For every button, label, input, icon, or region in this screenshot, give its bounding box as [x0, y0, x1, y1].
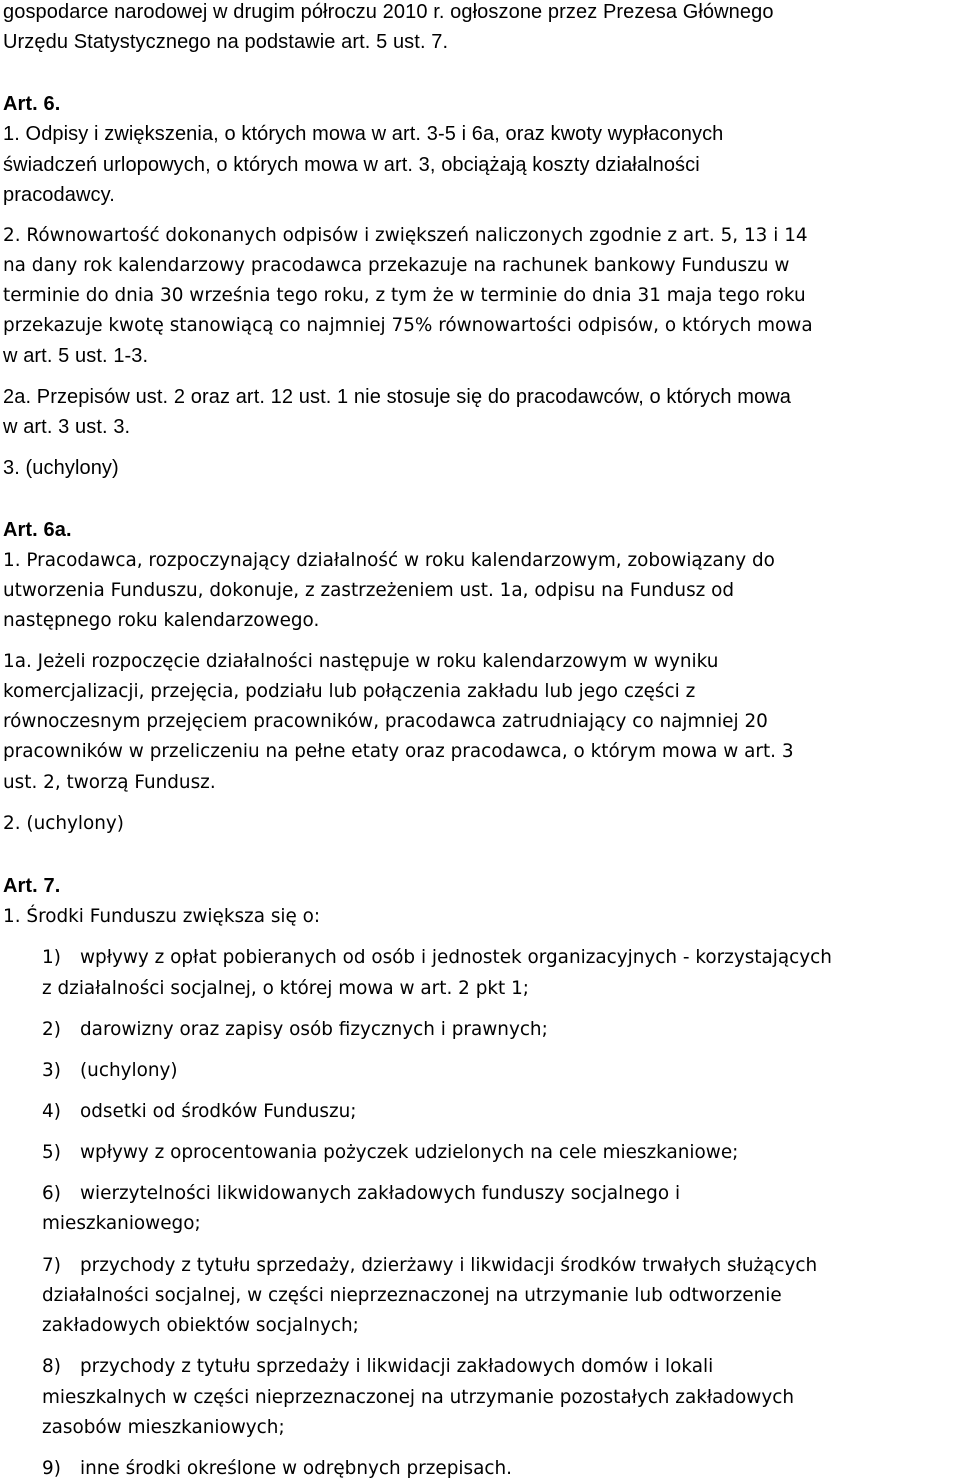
text-line: przekazuje kwotę stanowiącą co najmniej 75% równowartości odpisów, o których mowa	[3, 315, 813, 336]
list-item-continuation: mieszkaniowego;	[42, 1213, 201, 1234]
list-item-continuation: mieszkalnych w części nieprzeznaczonej na utrzymanie pozostałych zakładowych	[42, 1387, 794, 1408]
text-line: świadczeń urlopowych, o których mowa w art. 3, obciążają koszty działalności	[3, 154, 700, 176]
list-item: 6) wierzytelności likwidowanych zakładowych funduszy socjalnego i	[42, 1183, 681, 1204]
list-item: 1) wpływy z opłat pobieranych od osób i jednostek organizacyjnych - korzystających	[42, 947, 832, 968]
list-item: 4) odsetki od środków Funduszu;	[42, 1101, 357, 1122]
list-item-continuation: zakładowych obiektów socjalnych;	[42, 1315, 359, 1336]
text-line: terminie do dnia 30 września tego roku, z tym że w terminie do dnia 31 maja tego roku	[3, 285, 806, 306]
text-line: pracowników w przeliczeniu na pełne etaty oraz pracodawca, o którym mowa w art. 3	[3, 741, 794, 762]
list-item-continuation: zasobów mieszkaniowych;	[42, 1417, 285, 1438]
list-item: 8) przychody z tytułu sprzedaży i likwidacji zakładowych domów i lokali	[42, 1356, 714, 1377]
text-line: w art. 3 ust. 3.	[3, 416, 131, 438]
article-heading: Art. 6.	[3, 93, 61, 115]
list-item-continuation: działalności socjalnej, w części nieprzeznaczonej na utrzymanie lub odtworzenie	[42, 1285, 782, 1306]
article-heading: Art. 6a.	[3, 519, 72, 541]
text-line: 2a. Przepisów ust. 2 oraz art. 12 ust. 1 nie stosuje się do pracodawców, o których mowa	[3, 386, 791, 408]
text-line: w art. 5 ust. 1-3.	[3, 345, 149, 367]
text-line: równoczesnym przejęciem pracowników, pracodawca zatrudniający co najmniej 20	[3, 711, 768, 732]
text-line: 1. Pracodawca, rozpoczynający działalność w roku kalendarzowym, zobowiązany do	[3, 550, 775, 571]
text-line: pracodawcy.	[3, 184, 115, 206]
list-item-continuation: z działalności socjalnej, o której mowa w art. 2 pkt 1;	[42, 978, 529, 999]
list-item: 9) inne środki określone w odrębnych przepisach.	[42, 1458, 512, 1479]
text-line: komercjalizacji, przejęcia, podziału lub połączenia zakładu lub jego części z	[3, 681, 696, 702]
list-item: 5) wpływy z oprocentowania pożyczek udzielonych na cele mieszkaniowe;	[42, 1142, 739, 1163]
text-line: gospodarce narodowej w drugim półroczu 2010 r. ogłoszone przez Prezesa Głównego	[3, 1, 774, 23]
text-line: 3. (uchylony)	[3, 457, 119, 479]
text-line: 2. Równowartość dokonanych odpisów i zwiększeń naliczonych zgodnie z art. 5, 13 i 14	[3, 225, 808, 246]
text-line: Urzędu Statystycznego na podstawie art. 5 ust. 7.	[3, 31, 449, 53]
text-line: 2. (uchylony)	[3, 813, 124, 834]
text-line: ust. 2, tworzą Fundusz.	[3, 772, 216, 793]
list-item: 7) przychody z tytułu sprzedaży, dzierżawy i likwidacji środków trwałych służących	[42, 1255, 818, 1276]
text-line: 1a. Jeżeli rozpoczęcie działalności następuje w roku kalendarzowym w wyniku	[3, 651, 719, 672]
text-line: utworzenia Funduszu, dokonuje, z zastrzeżeniem ust. 1a, odpisu na Fundusz od	[3, 580, 735, 601]
text-line: na dany rok kalendarzowy pracodawca przekazuje na rachunek bankowy Funduszu w	[3, 255, 790, 276]
text-line: następnego roku kalendarzowego.	[3, 610, 320, 631]
list-item: 3) (uchylony)	[42, 1060, 178, 1081]
list-item: 2) darowizny oraz zapisy osób fizycznych i prawnych;	[42, 1019, 548, 1040]
text-line: 1. Środki Funduszu zwiększa się o:	[3, 906, 321, 927]
article-heading: Art. 7.	[3, 875, 61, 897]
text-line: 1. Odpisy i zwiększenia, o których mowa w art. 3-5 i 6a, oraz kwoty wypłaconych	[3, 123, 724, 145]
